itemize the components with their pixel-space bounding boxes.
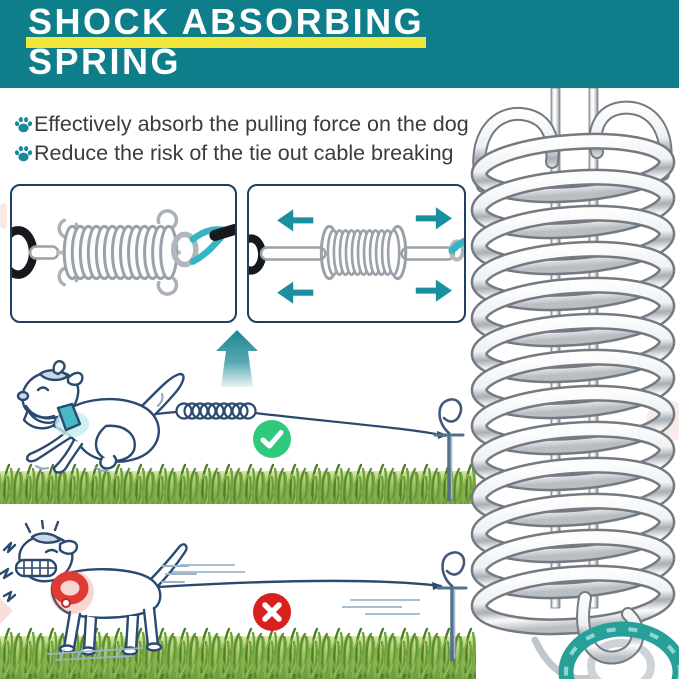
- title-line1: SHOCK ABSORBING: [28, 1, 425, 42]
- paw-icon: [13, 145, 34, 162]
- cross-icon: [253, 593, 291, 631]
- leg: [64, 612, 80, 648]
- title-banner: [0, 0, 679, 88]
- dog-pulling: [0, 520, 196, 660]
- feature-item: [13, 110, 483, 139]
- spring-coil: [477, 136, 668, 633]
- cable-sleeve: [215, 229, 235, 235]
- leg: [144, 608, 158, 646]
- cable-spring-coil: [177, 404, 256, 419]
- paw-icon: [13, 116, 34, 133]
- haunch: [96, 426, 135, 461]
- leg: [84, 616, 96, 650]
- coil: [328, 230, 399, 274]
- arrow-left-icon: [277, 209, 313, 231]
- nose: [18, 392, 28, 400]
- spring-product-photo: [465, 88, 679, 679]
- background-accent: [0, 203, 7, 229]
- feature-text: Effectively absorb the pulling force on the dog: [34, 112, 469, 136]
- scene-with-spring: [0, 360, 480, 510]
- panel-spring-stretched: [247, 184, 466, 323]
- panel-spring-relaxed: [10, 184, 237, 323]
- ear: [60, 541, 77, 554]
- arrow-right-icon: [416, 207, 452, 229]
- check-badge: [253, 420, 291, 458]
- ground-stake: [438, 552, 466, 660]
- feature-text: Reduce the risk of the tie out cable breaking: [34, 141, 454, 165]
- feature-list: [13, 110, 483, 168]
- coil: [64, 226, 177, 278]
- collar-tag: [62, 599, 70, 607]
- spring-stretched-illustration: [249, 186, 464, 321]
- arrow-right-icon: [416, 280, 452, 302]
- strain-lines: [165, 565, 420, 614]
- feature-item: [13, 139, 483, 168]
- dog-running: [18, 360, 183, 473]
- ground-stake: [435, 399, 463, 500]
- check-icon: [253, 420, 291, 458]
- title-line2: SPRING: [28, 41, 182, 82]
- arrow-left-icon: [277, 282, 313, 304]
- leg: [126, 616, 138, 650]
- spring-relaxed-illustration: [12, 186, 235, 321]
- cross-badge: [253, 593, 291, 631]
- scene-without-spring: [0, 520, 480, 679]
- head-patch: [32, 533, 60, 542]
- ear: [68, 373, 82, 385]
